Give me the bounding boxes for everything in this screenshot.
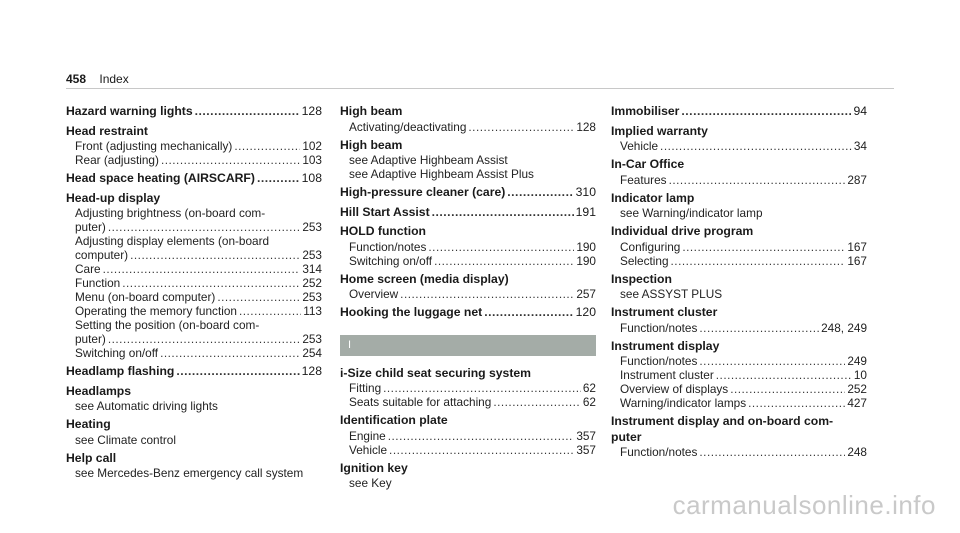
entry-heading [611, 124, 867, 140]
entry-heading-text: Head-up display [66, 190, 161, 205]
entry-heading [340, 366, 596, 382]
sub-entry-text: Overview of displays [620, 382, 729, 396]
index-entry [340, 413, 596, 457]
dot-leader [234, 139, 300, 153]
sub-entry [611, 139, 867, 153]
page-reference[interactable]: 357 [576, 442, 596, 457]
dot-leader [383, 381, 581, 395]
dot-leader [699, 354, 845, 368]
index-entry [611, 414, 867, 459]
sub-entry-text: Features [620, 172, 667, 187]
sub-entry-text: Function/notes [620, 354, 698, 368]
sub-entry-text: Vehicle [620, 139, 659, 153]
sub-entry [340, 254, 596, 268]
index-entry [66, 384, 322, 414]
sub-entry [66, 206, 322, 220]
dot-leader [730, 382, 845, 396]
entry-heading-text: In-Car Office [611, 157, 685, 171]
sub-entry-text: Setting the position (on-board com- [75, 318, 260, 332]
index-entry [611, 339, 867, 411]
entry-heading-text: Hill Start Assist [340, 204, 430, 219]
entry-heading-text: High beam [340, 137, 403, 152]
dot-leader [682, 240, 845, 254]
sub-entry-text: see Climate control [75, 432, 176, 447]
sub-entry-text: Operating the memory function [75, 304, 237, 318]
entry-heading [340, 138, 596, 154]
page-reference[interactable]: 253 [302, 290, 322, 304]
sub-entry [66, 346, 322, 360]
section-title: Index [99, 72, 129, 86]
entry-heading [611, 305, 867, 321]
index-entry [611, 124, 867, 154]
entry-heading [611, 272, 867, 288]
sub-entry [340, 443, 596, 457]
entry-heading [611, 157, 867, 173]
entry-heading: Instrument display and on-board com- puter [611, 414, 834, 444]
page-reference[interactable]: 167 [847, 239, 867, 254]
page-reference[interactable]: 427 [847, 396, 867, 410]
entry-heading [611, 339, 867, 355]
dot-leader [468, 120, 574, 134]
dot-leader [257, 171, 300, 187]
sub-entry [340, 153, 596, 167]
dot-leader [669, 173, 846, 187]
dot-leader [428, 240, 574, 254]
entry-heading-text: High beam [340, 104, 403, 118]
dot-leader [108, 220, 300, 234]
dot-leader [432, 205, 574, 221]
page-reference[interactable]: 252 [302, 276, 322, 290]
sub-entry [611, 382, 867, 396]
page-reference[interactable]: 191 [575, 204, 596, 219]
page-reference[interactable]: 249 [847, 354, 867, 368]
page-reference[interactable]: 253 [302, 220, 322, 234]
entry-heading [66, 171, 322, 187]
sub-entry [611, 396, 867, 410]
sub-entry-text: Switching on/off [75, 346, 159, 360]
dot-leader [122, 276, 300, 290]
entry-heading-text: Ignition key [340, 460, 408, 475]
dot-leader [671, 254, 846, 268]
sub-entry-text: Overview [349, 287, 399, 301]
entry-heading [66, 191, 322, 207]
dot-leader [389, 443, 574, 457]
sub-entry [611, 173, 867, 187]
dot-leader [400, 287, 574, 301]
page-reference[interactable]: 94 [853, 104, 867, 118]
entry-heading-text: Identification plate [340, 413, 448, 427]
index-entry [611, 191, 867, 221]
sub-entry-text: Function/notes [620, 320, 698, 335]
page-number: 458 [66, 72, 87, 86]
sub-entry-text: Adjusting brightness (on-board com- [75, 206, 266, 220]
sub-entry-text: Seats suitable for attaching [349, 395, 492, 409]
sub-entry-text: see Warning/indicator lamp [620, 206, 763, 220]
index-entry [66, 417, 322, 447]
dot-leader [699, 321, 819, 335]
entry-heading-text: Headlamp flashing [66, 364, 175, 378]
page-reference[interactable]: 103 [302, 153, 322, 167]
sub-entry [340, 395, 596, 409]
index-entry [611, 305, 867, 335]
dot-leader [130, 248, 300, 262]
sub-entry [340, 287, 596, 301]
entry-heading [340, 205, 596, 221]
index-column-3 [611, 104, 867, 463]
sub-entry-text: Selecting [620, 253, 669, 268]
sub-entry-text: Activating/deactivating [349, 119, 467, 134]
sub-entry [66, 220, 322, 234]
sub-entry-text: see Key [349, 476, 392, 490]
entry-heading [66, 451, 322, 467]
dot-leader [176, 364, 299, 380]
page-reference[interactable]: 314 [302, 262, 322, 276]
entry-heading-text: Hooking the luggage net [340, 305, 483, 319]
sub-entry [66, 139, 322, 153]
entry-heading [340, 461, 596, 477]
sub-entry-text: see Adaptive Highbeam Assist Plus [349, 167, 534, 181]
sub-entry-text: Instrument cluster [620, 368, 714, 382]
sub-entry [340, 120, 596, 134]
page-reference[interactable]: 120 [575, 305, 596, 319]
entry-heading-text: Help call [66, 450, 117, 465]
sub-entry-text: see ASSYST PLUS [620, 287, 723, 301]
sub-entry-text: computer) [75, 248, 129, 262]
sub-entry-text: puter) [75, 220, 106, 234]
dot-leader [699, 445, 845, 459]
sub-entry-text: Function/notes [620, 445, 698, 459]
index-entry [66, 191, 322, 361]
sub-entry [66, 290, 322, 304]
index-entry [66, 364, 322, 380]
sub-entry [340, 429, 596, 443]
page-reference[interactable]: 190 [576, 253, 596, 268]
entry-heading-text: Instrument display [611, 338, 720, 353]
sub-entry [66, 234, 322, 248]
page-reference[interactable]: 62 [582, 381, 596, 395]
dot-leader [388, 429, 575, 443]
index-entry [611, 104, 867, 120]
sub-entry-text: see Mercedes-Benz emergency call system [75, 466, 304, 480]
entry-heading [66, 104, 322, 120]
dot-leader [239, 304, 301, 318]
sub-entry [66, 332, 322, 346]
entry-heading-text: High-pressure cleaner (care) [340, 185, 506, 199]
entry-heading [66, 124, 322, 140]
sub-entry [611, 287, 867, 301]
dot-leader [161, 153, 300, 167]
sub-entry [66, 304, 322, 318]
entry-heading-text: Indicator lamp [611, 190, 695, 205]
dot-leader [217, 290, 300, 304]
entry-heading [340, 305, 596, 321]
index-entry [611, 272, 867, 302]
page-header [66, 72, 129, 86]
page-reference[interactable]: 253 [302, 332, 322, 346]
sub-entry [66, 466, 322, 480]
sub-entry-text: Rear (adjusting) [75, 153, 159, 167]
entry-heading [66, 364, 322, 380]
sub-entry [66, 153, 322, 167]
dot-leader [108, 332, 300, 346]
index-entry [340, 205, 596, 221]
entry-heading-text: Home screen (media display) [340, 271, 509, 286]
index-entry [340, 224, 596, 268]
entry-heading [340, 413, 596, 429]
sub-entry-text: puter) [75, 332, 106, 346]
page-reference[interactable]: 254 [302, 346, 322, 360]
sub-entry-text: Configuring [620, 239, 681, 254]
index-entry [611, 224, 867, 268]
page-reference[interactable]: 113 [303, 304, 322, 318]
entry-heading-text: Heating [66, 417, 111, 431]
sub-entry [66, 318, 322, 332]
page-reference[interactable]: 128 [576, 119, 596, 134]
sub-entry [611, 206, 867, 220]
index-entry [340, 272, 596, 302]
page-reference[interactable]: 287 [847, 172, 867, 187]
page-reference[interactable]: 108 [301, 171, 322, 185]
page-reference[interactable]: 167 [847, 253, 867, 268]
sub-entry [611, 445, 867, 459]
entry-heading-text: Implied warranty [611, 123, 708, 138]
entry-heading [66, 384, 322, 400]
index-entry [66, 104, 322, 120]
page-reference[interactable]: 34 [853, 139, 867, 153]
entry-heading-text: Head space heating (AIRSCARF) [66, 171, 255, 185]
sub-entry-text: Care [75, 262, 101, 276]
dot-leader [195, 104, 300, 120]
dot-leader [507, 185, 573, 201]
sub-entry [66, 262, 322, 276]
index-entry [340, 461, 596, 491]
entry-heading-text: Immobiliser [611, 104, 680, 118]
entry-heading [340, 185, 596, 201]
entry-heading-text: i-Size child seat securing system [340, 365, 532, 380]
index-entry [340, 104, 596, 134]
section-letter-bar: I [340, 335, 596, 356]
sub-entry [66, 433, 322, 447]
page-reference[interactable]: 10 [853, 368, 867, 382]
header-divider [66, 88, 894, 89]
index-entry [66, 124, 322, 168]
sub-entry [611, 354, 867, 368]
sub-entry-text: Engine [349, 428, 386, 443]
dot-leader [484, 305, 573, 321]
page-reference[interactable]: 62 [582, 395, 596, 409]
entry-heading [611, 104, 867, 120]
sub-entry-text: Vehicle [349, 442, 388, 457]
dot-leader [493, 395, 581, 409]
page-reference[interactable]: 248, 249 [821, 320, 867, 335]
sub-entry-text: Function/notes [349, 239, 427, 254]
entry-heading-text: Inspection [611, 271, 672, 286]
page-reference[interactable]: 253 [302, 248, 322, 262]
index-entry [340, 185, 596, 201]
sub-entry [340, 381, 596, 395]
entry-heading [611, 191, 867, 207]
watermark: carmanualsonline.info [672, 490, 936, 520]
sub-entry [611, 321, 867, 335]
sub-entry-text: Switching on/off [349, 253, 433, 268]
sub-entry-text: Function [75, 276, 121, 290]
sub-entry-text: Adjusting display elements (on-board [75, 234, 270, 248]
sub-entry [611, 240, 867, 254]
page-reference[interactable]: 257 [576, 287, 596, 301]
sub-entry [66, 248, 322, 262]
entry-heading-text: Individual drive program [611, 224, 754, 238]
page-reference[interactable]: 102 [302, 139, 322, 153]
page-reference[interactable]: 252 [847, 382, 867, 396]
entry-heading-text: HOLD function [340, 224, 426, 238]
page-reference[interactable]: 248 [847, 445, 867, 459]
entry-heading [340, 224, 596, 240]
page-reference[interactable]: 128 [301, 364, 322, 378]
sub-entry-text: Menu (on-board computer) [75, 290, 216, 304]
sub-entry [340, 476, 596, 490]
index-column-2 [340, 104, 596, 494]
sub-entry [66, 399, 322, 413]
index-entry [340, 138, 596, 182]
dot-leader [103, 262, 301, 276]
index-entry [611, 157, 867, 187]
dot-leader [748, 396, 845, 410]
dot-leader [434, 254, 574, 268]
sub-entry-text: Front (adjusting mechanically) [75, 139, 233, 153]
index-entry [340, 305, 596, 321]
dot-leader [660, 139, 852, 153]
page-reference[interactable]: 128 [301, 104, 322, 118]
sub-entry [611, 368, 867, 382]
entry-heading [340, 104, 596, 120]
entry-heading-text: Headlamps [66, 383, 132, 398]
sub-entry-text: see Automatic driving lights [75, 399, 218, 413]
dot-leader [160, 346, 300, 360]
page-reference[interactable]: 310 [575, 185, 596, 199]
sub-entry-text: Warning/indicator lamps [620, 396, 747, 410]
index-column-1 [66, 104, 322, 484]
dot-leader [681, 104, 851, 120]
sub-entry-text: Fitting [349, 381, 382, 395]
sub-entry [611, 254, 867, 268]
page-reference[interactable]: 357 [576, 428, 596, 443]
sub-entry [340, 240, 596, 254]
sub-entry [66, 276, 322, 290]
entry-heading [611, 224, 867, 240]
index-entry [340, 366, 596, 410]
entry-heading [340, 272, 596, 288]
sub-entry [340, 167, 596, 181]
entry-heading-text: Hazard warning lights [66, 104, 193, 118]
entry-heading [66, 417, 322, 433]
entry-heading-text: Head restraint [66, 123, 148, 138]
sub-entry-text: see Adaptive Highbeam Assist [349, 153, 508, 167]
page-reference[interactable]: 190 [576, 239, 596, 254]
entry-heading-text: Instrument cluster [611, 305, 718, 319]
index-entry [66, 451, 322, 481]
index-entry [66, 171, 322, 187]
dot-leader [716, 368, 852, 382]
